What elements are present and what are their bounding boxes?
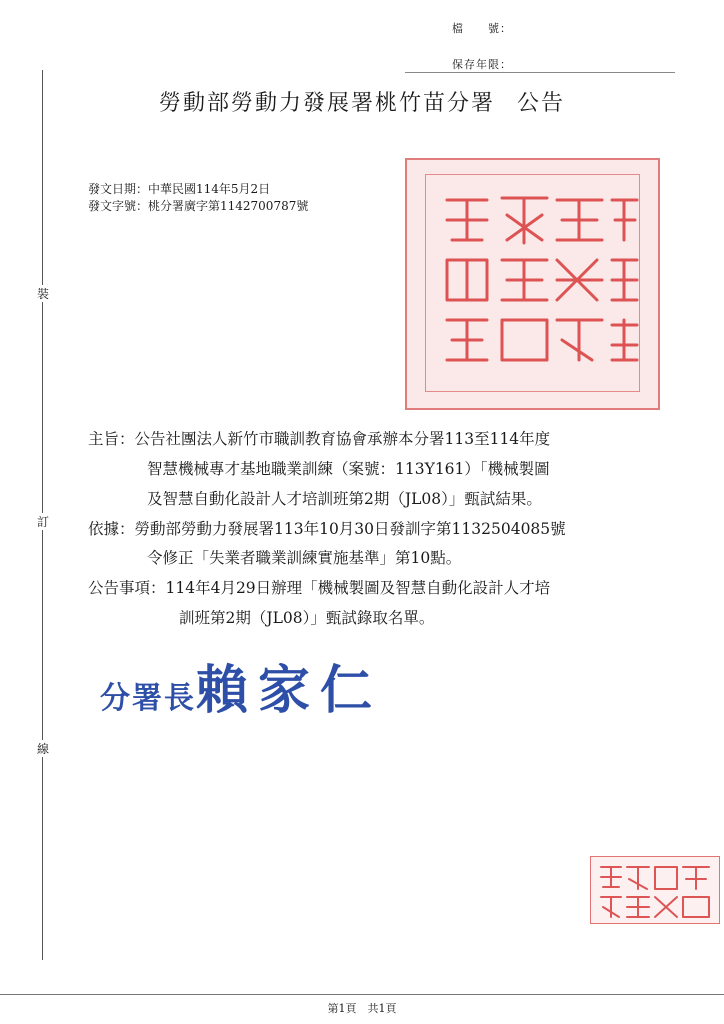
binding-char-ding: 訂 [34, 513, 52, 530]
signatory-title: 分署長 [100, 681, 196, 716]
seal-glyphs [407, 160, 662, 412]
reference-number: 發文字號：桃分署廣字第1142700787號 [88, 199, 309, 213]
subject-line-1: 主旨：公告社團法人新竹市職訓教育協會承辦本分署113至114年度 [88, 430, 551, 448]
subject-line-2: 智慧機械專才基地職業訓練（案號：113Y161）「機械製圖 [147, 460, 550, 478]
notice-line-1: 公告事項：114年4月29日辦理「機械製圖及智慧自動化設計人才培 [88, 579, 551, 597]
small-seal-glyphs [591, 857, 721, 925]
notice-line-2: 訓班第2期（JL08）」甄試錄取名單。 [179, 609, 435, 627]
basis-line-2: 令修正「失業者職業訓練實施基準」第10點。 [147, 549, 462, 567]
footer-divider [0, 994, 724, 995]
signature-stamp [100, 648, 382, 723]
subject-line-3: 及智慧自動化設計人才培訓班第2期（JL08）」甄試結果。 [147, 490, 542, 508]
basis-line-1: 依據：勞動部勞動力發展署113年10月30日發訓字第1132504085號 [88, 520, 566, 538]
document-title [0, 86, 724, 117]
document-type: 公告 [517, 91, 566, 116]
binding-char-xian: 線 [34, 740, 52, 757]
official-seal-icon [405, 158, 660, 410]
signatory-name: 賴家仁 [196, 660, 383, 721]
agency-name: 勞動部勞動力發展署桃竹苗分署 [158, 91, 495, 116]
issue-date: 發文日期：中華民國114年5月2日 [88, 182, 271, 196]
binding-char-zhuang: 裝 [34, 285, 52, 302]
page-number: 第1頁 共1頁 [327, 1002, 397, 1015]
archive-divider [405, 72, 675, 73]
retention-period-label: 保存年限： [452, 58, 512, 71]
small-seal-icon [590, 856, 720, 924]
file-number-label: 檔 號： [452, 22, 512, 35]
